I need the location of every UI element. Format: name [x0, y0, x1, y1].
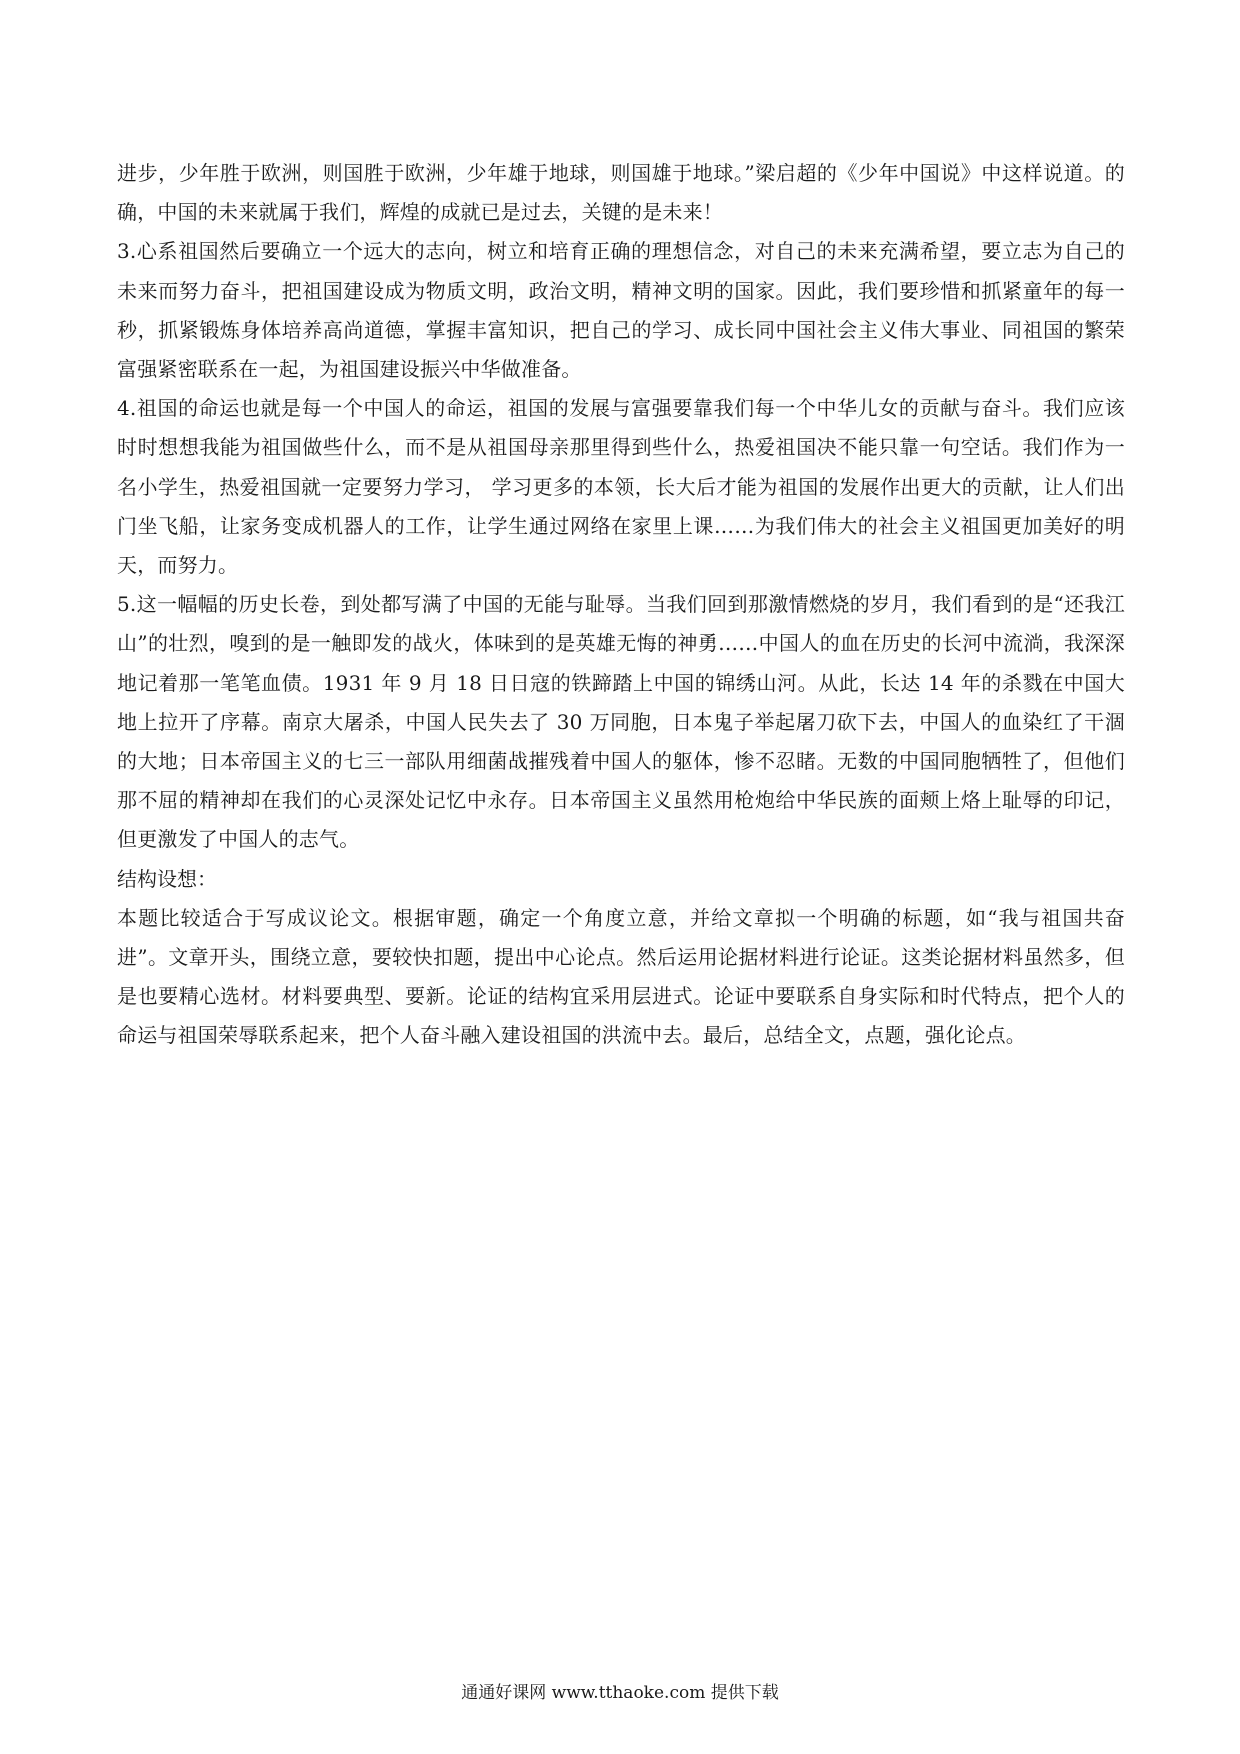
page-footer: 通通好课网 www.tthaoke.com 提供下载	[461, 1683, 779, 1703]
paragraph-point-5: 5.这一幅幅的历史长卷，到处都写满了中国的无能与耻辱。当我们回到那激情燃烧的岁月，我们看到的是“还我江山”的壮烈，嗅到的是一触即发的战火，体味到的是英雄无悔的神勇……中国人的血在历史的长河中流淌，我深深地记着那一笔笔血债。1931 年 9 月 18 日日寇的铁蹄踏上中国的锦绣山河。从此，长达 14 年的杀戮在中国大地上拉开了序幕。南京大屠杀，中国人民失去了 30 万同胞，日本鬼子举起屠刀砍下去，中国人的血染红了干涸的大地；日本帝国主义的七三一部队用细菌战摧残着中国人的躯体，惨不忍睹。无数的中国同胞牺牲了，但他们那不屈的精神却在我们的心灵深处记忆中永存。日本帝国主义虽然用枪炮给中华民族的面颊上烙上耻辱的印记，但更激发了中国人的志气。	[117, 592, 1125, 852]
paragraph-point-3: 3.心系祖国然后要确立一个远大的志向，树立和培育正确的理想信念，对自己的未来充满希望，要立志为自己的未来而努力奋斗，把祖国建设成为物质文明，政治文明，精神文明的国家。因此，我们要珍惜和抓紧童年的每一秒，抓紧锻炼身体培养高尚道德，掌握丰富知识，把自己的学习、成长同中国社会主义伟大事业、同祖国的繁荣富强紧密联系在一起，为祖国建设振兴中华做准备。	[117, 239, 1125, 382]
structure-paragraph: 本题比较适合于写成议论文。根据审题，确定一个角度立意，并给文章拟一个明确的标题，如“我与祖国共奋进”。文章开头，围绕立意，要较快扣题，提出中心论点。然后运用论据材料进行论证。这类论据材料虽然多，但是也要精心选材。材料要典型、要新。论证的结构宜采用层进式。论证中要联系自身实际和时代特点，把个人的命运与祖国荣辱联系起来，把个人奋斗融入建设祖国的洪流中去。最后，总结全文，点题，强化论点。	[117, 905, 1125, 1048]
document-body	[117, 154, 1125, 1056]
paragraph-point-4: 4.祖国的命运也就是每一个中国人的命运，祖国的发展与富强要靠我们每一个中华儿女的贡献与奋斗。我们应该时时想想我能为祖国做些什么，而不是从祖国母亲那里得到些什么，热爱祖国决不能只靠一句空话。我们作为一名小学生，热爱祖国就一定要努力学习， 学习更多的本领，长大后才能为祖国的发展作出更大的贡献，让人们出门坐飞船，让家务变成机器人的工作，让学生通过网络在家里上课……为我们伟大的社会主义祖国更加美好的明天，而努力。	[117, 396, 1125, 578]
paragraph-intro-continuation: 进步，少年胜于欧洲，则国胜于欧洲，少年雄于地球，则国雄于地球。”梁启超的《少年中国说》中这样说道。的确，中国的未来就属于我们，辉煌的成就已是过去，关键的是未来！	[117, 161, 1125, 225]
structure-heading: 结构设想：	[117, 866, 217, 891]
